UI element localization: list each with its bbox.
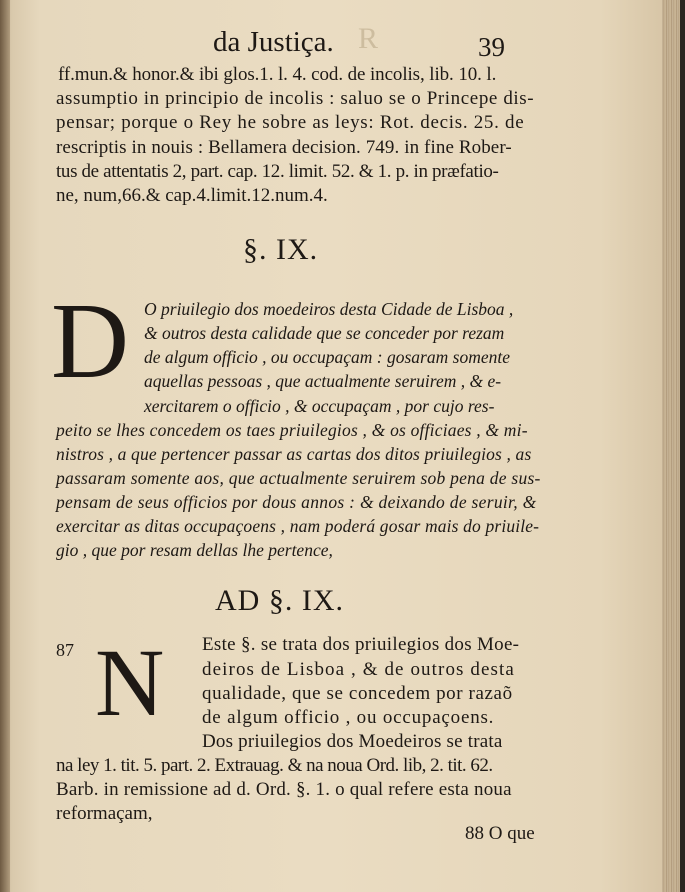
- section-line-2: & outros desta calidade que se conceder por rezam: [144, 323, 505, 343]
- commentary-drop-cap: N: [95, 629, 165, 736]
- commentary-line-2: deiros de Lisboa , & de outros desta: [202, 659, 515, 680]
- section-line-5: xercitarem o officio , & occupaçam , por cujo res-: [144, 396, 495, 416]
- commentary-line-1: Este §. se trata dos priuilegios dos Moe-: [202, 634, 520, 655]
- commentary-line-6: na ley 1. tit. 5. part. 2. Extrauag. & na noua Ord. lib, 2. tit. 62.: [56, 755, 493, 776]
- commentary-heading: AD §. IX.: [215, 584, 344, 617]
- running-head-title: da Justiça.: [213, 26, 334, 58]
- section-line-3: de algum officio , ou occupaçam : gosaram somente: [144, 347, 510, 367]
- margin-number: 87: [56, 640, 74, 660]
- section-line-1: O priuilegio dos moedeiros desta Cidade de Lisboa ,: [144, 299, 514, 319]
- top-line-3: pensar; porque o Rey he sobre as leys: Rot. decis. 25. de: [56, 112, 525, 133]
- section-line-6: peito se lhes concedem os taes priuilegios , & os officiaes , & mi-: [56, 420, 528, 440]
- section-drop-cap: D: [51, 282, 129, 401]
- page-number: 39: [478, 32, 505, 62]
- section-line-8: passaram somente aos, que actualmente seruirem sob pena de sus-: [56, 468, 541, 488]
- top-line-4: rescriptis in nouis : Bellamera decision. 749. in fine Rober-: [56, 137, 512, 158]
- commentary-line-5: Dos priuilegios dos Moedeiros se trata: [202, 731, 503, 752]
- bleed-through-letter: R: [358, 22, 379, 55]
- top-line-6: ne, num,66.& cap.4.limit.12.num.4.: [56, 185, 328, 206]
- section-line-10: exercitar as ditas occupaçoens , nam poderá gosar mais do priuile-: [56, 516, 540, 536]
- top-line-2: assumptio in principio de incolis : saluo se o Princepe dis-: [56, 88, 535, 109]
- background-edge: [680, 0, 685, 892]
- catchword: 88 O que: [465, 823, 535, 844]
- section-line-9: pensam de seus officios por dous annos : & deixando de seruir, &: [56, 492, 537, 512]
- section-line-4: aquellas pessoas , que actualmente seruirem , & e-: [144, 371, 502, 391]
- page-gutter: [0, 0, 10, 892]
- commentary-line-4: de algum officio , ou occupaçoens.: [202, 707, 495, 728]
- section-heading: §. IX.: [243, 233, 319, 266]
- commentary-line-8: reformaçam,: [56, 803, 153, 824]
- commentary-line-3: qualidade, que se concedem por razaõ: [202, 683, 513, 704]
- commentary-line-7: Barb. in remissione ad d. Ord. §. 1. o qual refere esta noua: [56, 779, 512, 800]
- top-line-5: tus de attentatis 2, part. cap. 12. limit. 52. & 1. p. in præfatio-: [56, 161, 499, 182]
- section-line-11: gio , que por resam dellas lhe pertence,: [56, 540, 333, 560]
- top-line-1: ff.mun.& honor.& ibi glos.1. l. 4. cod. de incolis, lib. 10. l.: [58, 64, 497, 85]
- section-line-7: nistros , a que pertencer passar as cartas dos ditos priuilegios , as: [56, 444, 532, 464]
